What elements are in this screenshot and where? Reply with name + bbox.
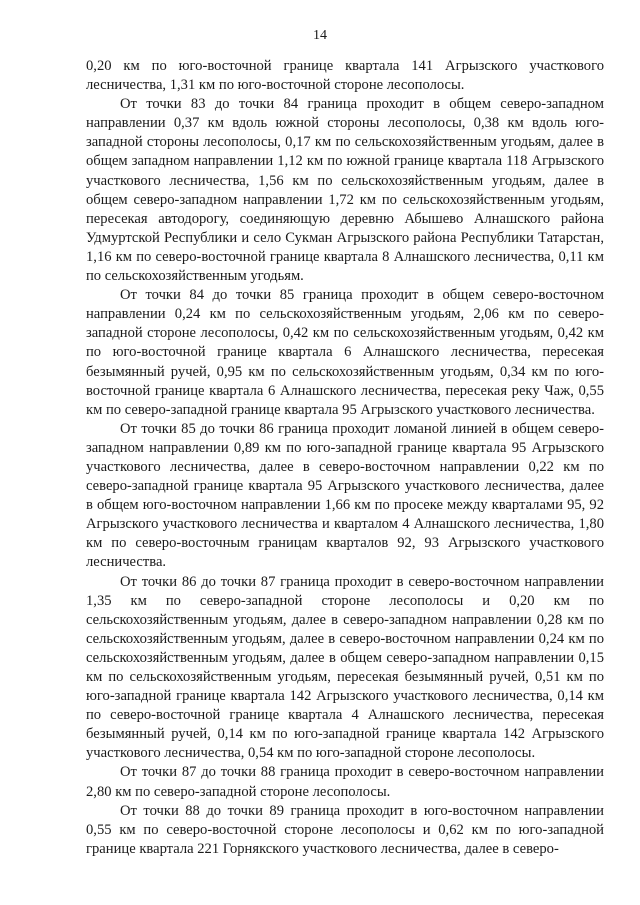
page-number: 14 xyxy=(313,28,327,43)
document-body xyxy=(86,57,604,859)
paragraph-point-86-87: От точки 86 до точки 87 граница проходит в северо-восточном направлении 1,35 км по северо-западной стороне лесополосы и 0,20 км по сельскохозяйственным угодьям, далее в северо-западном направлении 0,28 км по сельскохозяйственным угодьям, далее в северо-восточном направлении 0,24 км по сельскохозяйственным угодьям, далее в общем северо-западном направлении 0,15 км по сельскохозяйственным угодьям, пересекая безымянный ручей, 0,51 км по юго-западной границе квартала 142 Агрызского участкового лесничества, 0,14 км по северо-восточной границе квартала 4 Алнашского лесничества, пересекая безымянный ручей, 0,14 км по юго-западной границе квартала 142 Агрызского участкового лесничества, 0,54 км по юго-западной стороне лесополосы. xyxy=(86,573,604,762)
paragraph-point-83-84: От точки 83 до точки 84 граница проходит в общем северо-западном направлении 0,37 км вдоль южной стороны лесополосы, 0,38 км вдоль юго-западной стороны лесополосы, 0,17 км по сельскохозяйственным угодьям, далее в общем западном направлении 1,12 км по южной границе квартала 118 Агрызского участкового лесничества, 1,56 км по сельскохозяйственным угодьям, далее в общем северо-западном направлении 1,72 км по сельскохозяйственным угодьям, пересекая автодорогу, соединяющую деревню Абышево Алнашского района Удмуртской Республики и село Сукман Агрызского района Республики Татарстан, 1,16 км по северо-восточной границе квартала 8 Алнашского лесничества, 0,11 км по сельскохозяйственным угодьям. xyxy=(86,96,604,285)
paragraph-point-87-88: От точки 87 до точки 88 граница проходит в северо-восточном направлении 2,80 км по северо-западной стороне лесополосы. xyxy=(86,764,604,800)
paragraph-point-84-85: От точки 84 до точки 85 граница проходит в общем северо-восточном направлении 0,24 км по сельскохозяйственным угодьям, 2,06 км по северо-западной стороне лесополосы, 0,42 км по сельскохозяйственным угодьям, 0,42 км по юго-восточной границе квартала 6 Алнашского лесничества, пересекая безымянный ручей, 0,95 км по сельскохозяйственным угодьям, 0,34 км по юго-восточной границе квартала 6 Алнашского лесничества, пересекая реку Чаж, 0,55 км по северо-западной границе квартала 95 Агрызского участкового лесничества. xyxy=(86,287,604,418)
paragraph-continuation: 0,20 км по юго-восточной границе квартала 141 Агрызского участкового лесничества, 1,31 км по юго-восточной стороне лесополосы. xyxy=(86,58,604,94)
paragraph-point-85-86: От точки 85 до точки 86 граница проходит ломаной линией в общем северо-западном направлении 0,89 км по юго-западной границе квартала 95 Агрызского участкового лесничества, далее в северо-восточном направлении 0,22 км по северо-западной границе квартала 95 Агрызского участкового лесничества, далее в общем юго-восточном направлении 1,66 км по просеке между кварталами 95, 92 Агрызского участкового лесничества и кварталом 4 Алнашского лесничества, 1,80 км по северо-восточным границам кварталов 92, 93 Агрызского участкового лесничества. xyxy=(86,420,604,571)
paragraph-point-88-89: От точки 88 до точки 89 граница проходит в юго-восточном направлении 0,55 км по северо-восточной стороне лесополосы и 0,62 км по юго-западной границе квартала 221 Горнякского участкового лесничества, далее в северо- xyxy=(86,802,604,857)
